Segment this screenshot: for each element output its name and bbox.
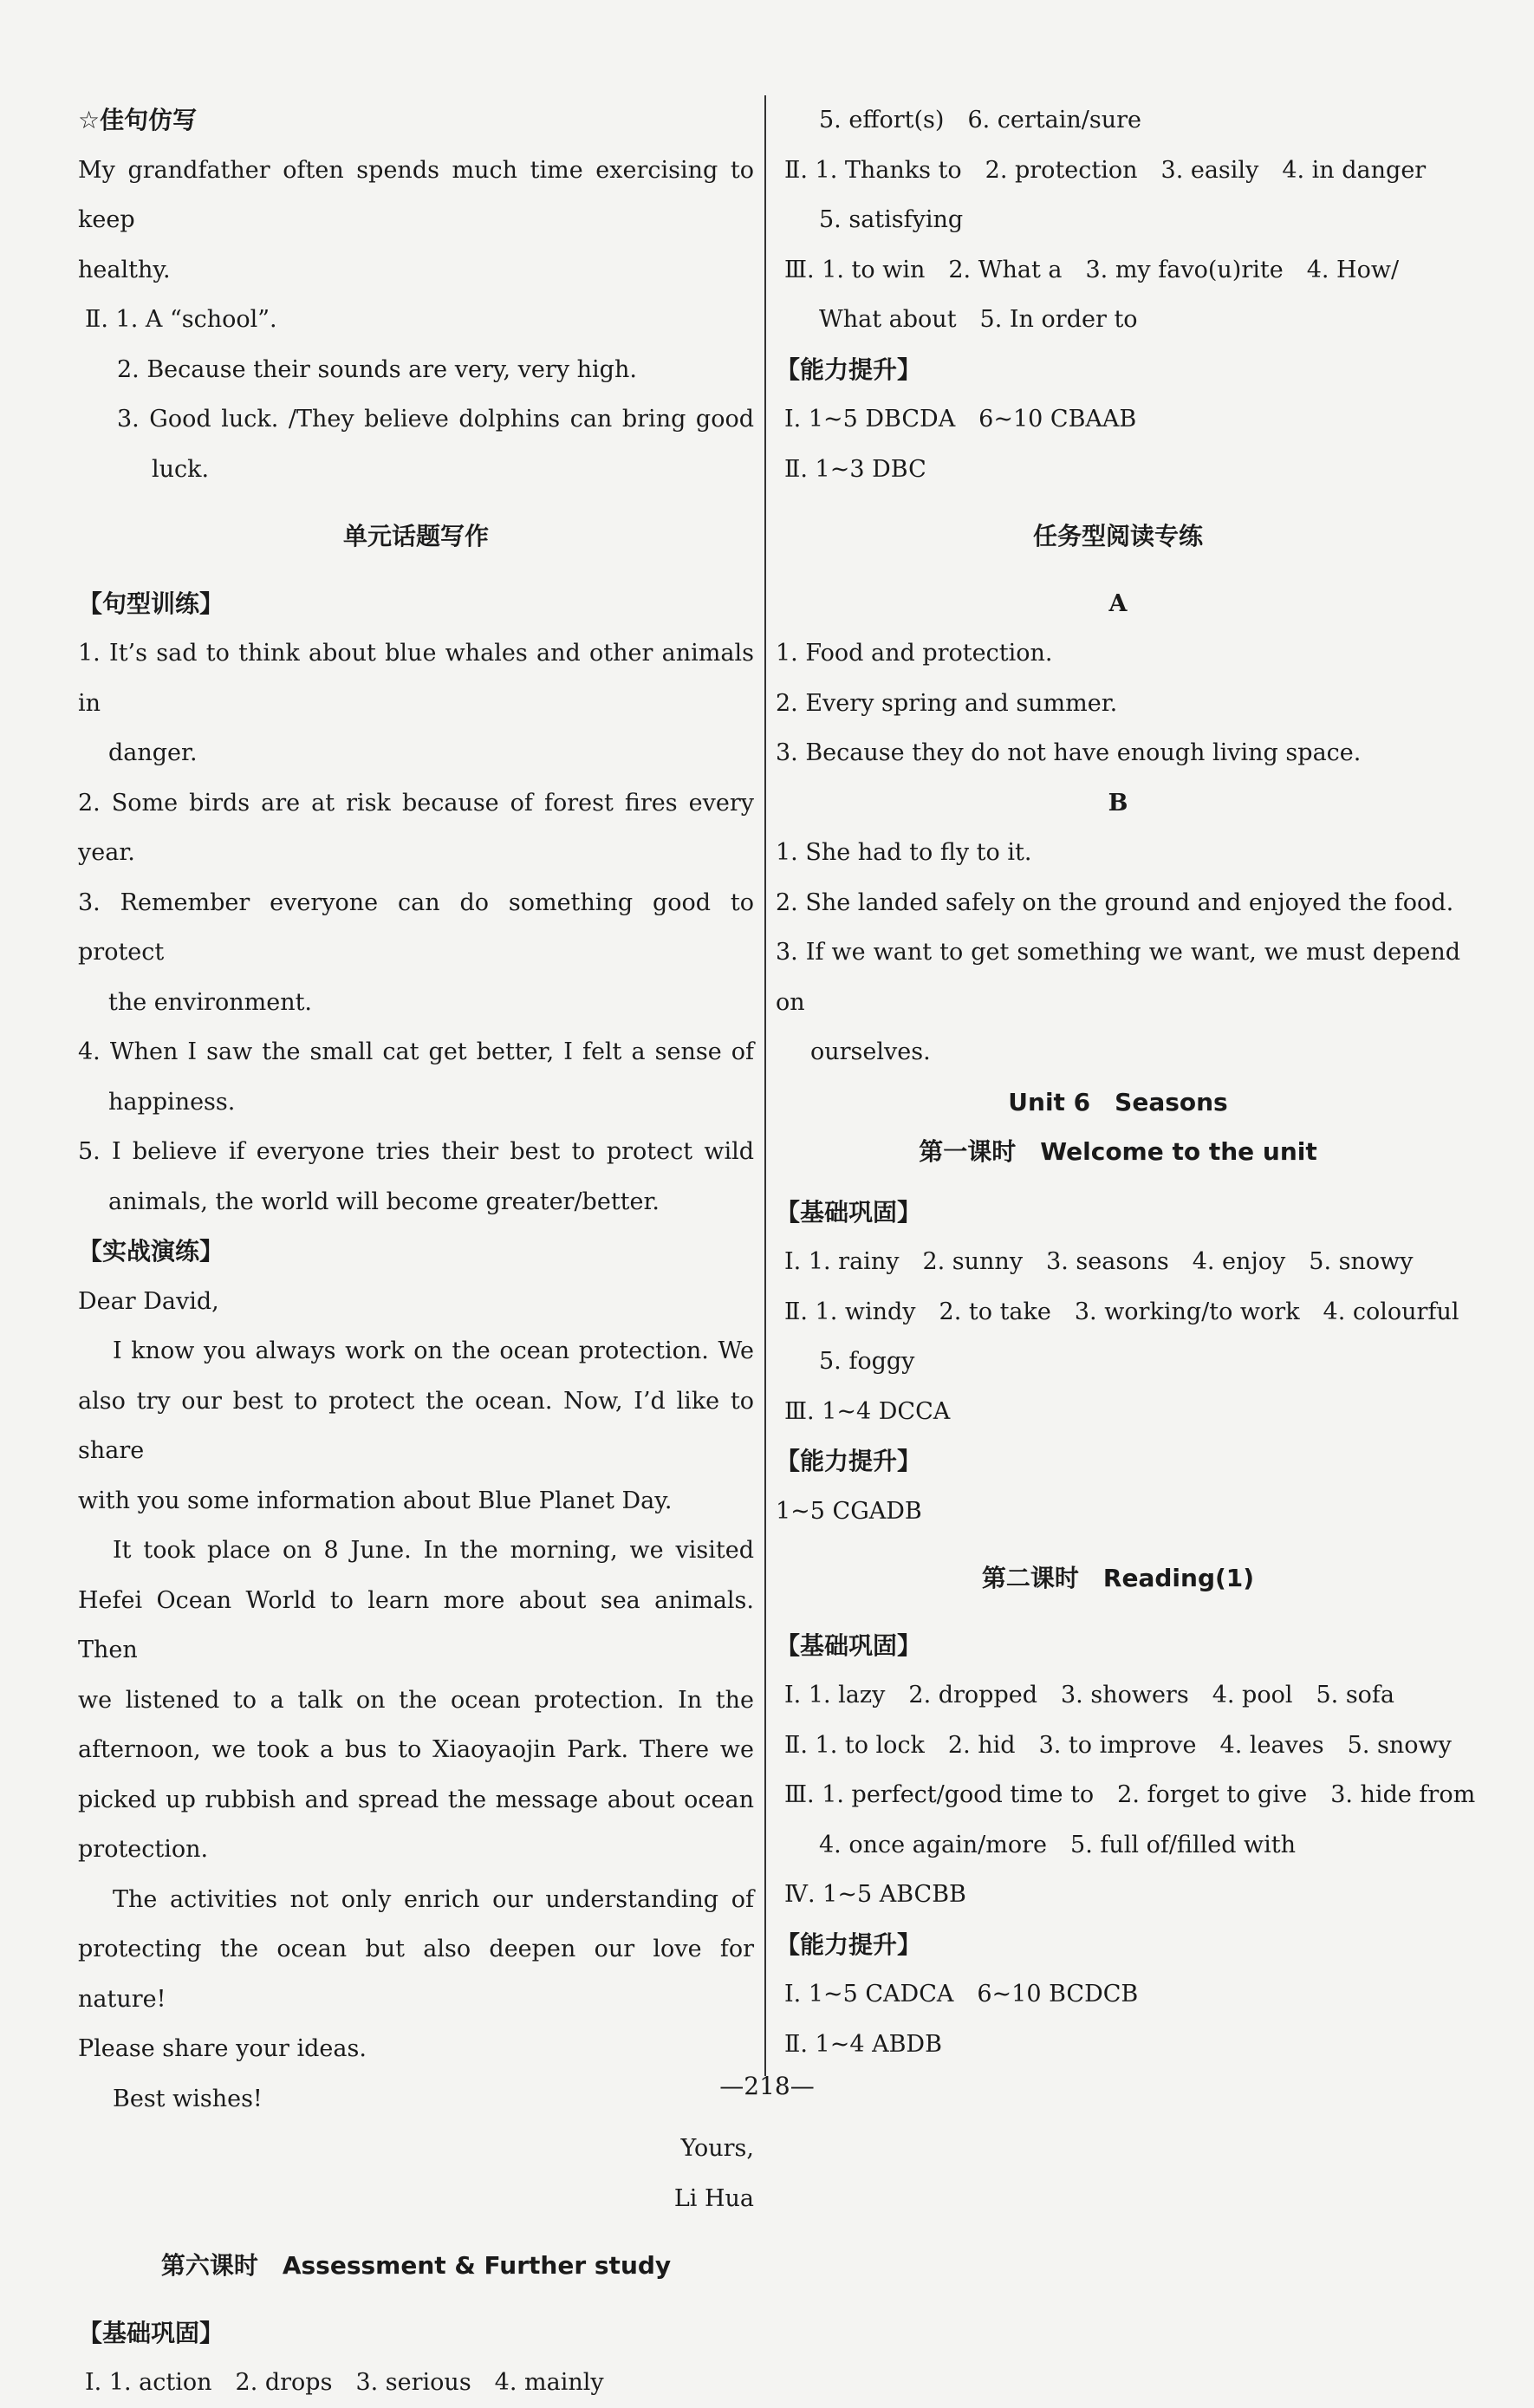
text-line: 4. once again/more 5. full of/filled with bbox=[819, 1831, 1297, 1858]
text-line: 5. foggy bbox=[819, 1348, 915, 1375]
letter-signature: Li Hua bbox=[673, 2184, 754, 2212]
text-line: Ⅲ. 1. to win 2. What a 3. my favo(u)rite 4. How/ bbox=[784, 256, 1400, 283]
text-line: afternoon, we took a bus to Xiaoyaojin Park. There we bbox=[78, 1736, 754, 1763]
text-line: I know you always work on the ocean protection. We bbox=[113, 1337, 754, 1364]
text-line: 2. Some birds are at risk because of forest fires every year. bbox=[78, 789, 754, 866]
text-line: Ⅱ. 1. Thanks to 2. protection 3. easily 4. in danger bbox=[784, 156, 1427, 184]
subsection-letter: B bbox=[1108, 789, 1128, 817]
text-line: 4. When I saw the small cat get better, I felt a sense of bbox=[78, 1038, 754, 1065]
text-line: 2. Every spring and summer. bbox=[776, 689, 1118, 717]
text-line: 3. Because they do not have enough living space. bbox=[776, 739, 1362, 766]
text-line: happiness. bbox=[108, 1088, 236, 1116]
section-label: 【基础巩固】 bbox=[776, 1630, 922, 1660]
text-line: Please share your ideas. bbox=[78, 2035, 367, 2062]
text-line: 1. Food and protection. bbox=[776, 640, 1053, 667]
section-label: 【实战演练】 bbox=[78, 1237, 224, 1266]
text-line: with you some information about Blue Planet Day. bbox=[78, 1487, 673, 1514]
text-line: Ⅰ. 1. rainy 2. sunny 3. seasons 4. enjoy 5. snowy bbox=[784, 1248, 1414, 1275]
section-title: 单元话题写作 bbox=[342, 522, 489, 550]
subsection-letter: A bbox=[1108, 589, 1128, 617]
text-line: protection. bbox=[78, 1836, 209, 1863]
text-line: ourselves. bbox=[810, 1038, 931, 1065]
text-line: 2. Because their sounds are very, very high. bbox=[117, 355, 637, 383]
text-line: 3. If we want to get something we want, we must depend on bbox=[776, 939, 1460, 1016]
text-line: Hefei Ocean World to learn more about sea animals. Then bbox=[78, 1586, 754, 1663]
lesson-title: 第二课时 Reading(1) bbox=[981, 1564, 1255, 1592]
section-label: 【能力提升】 bbox=[776, 1447, 922, 1475]
text-line: 1. She had to fly to it. bbox=[776, 839, 1032, 866]
text-line: My grandfather often spends much time exercising to keep bbox=[78, 156, 754, 233]
imitation-heading: ☆佳句仿写 bbox=[78, 106, 198, 134]
letter-greeting: Dear David, bbox=[78, 1287, 219, 1315]
text-line: Ⅰ. 1~5 DBCDA 6~10 CBAAB bbox=[784, 406, 1137, 433]
text-line: 3. Remember everyone can do something good to protect bbox=[78, 888, 754, 966]
right-column bbox=[776, 95, 1476, 2069]
section-title: 任务型阅读专练 bbox=[1032, 522, 1203, 550]
section-title: 第六课时 Assessment & Further study bbox=[160, 2251, 672, 2280]
text-line: Ⅱ. 1. to lock 2. hid 3. to improve 4. leaves 5. snowy bbox=[784, 1731, 1452, 1759]
text-line: Ⅱ. 1~3 DBC bbox=[784, 455, 926, 483]
lesson-title: 第一课时 Welcome to the unit bbox=[919, 1137, 1317, 1166]
section-label: 【句型训练】 bbox=[78, 589, 224, 618]
text-line: Ⅱ. 1. A “school”. bbox=[85, 306, 277, 333]
text-line: Ⅱ. 1~4 ABDB bbox=[784, 2030, 942, 2058]
text-line: Ⅰ. 1. action 2. drops 3. serious 4. mainly bbox=[85, 2369, 604, 2396]
text-line: the environment. bbox=[108, 988, 313, 1016]
text-line: 2. She landed safely on the ground and enjoyed the food. bbox=[776, 888, 1454, 916]
text-line: What about 5. In order to bbox=[819, 306, 1138, 333]
text-line: protecting the ocean but also deepen our love for nature! bbox=[78, 1936, 754, 2013]
text-line: 1~5 CGADB bbox=[776, 1497, 922, 1525]
text-line: picked up rubbish and spread the message about ocean bbox=[78, 1786, 754, 1813]
text-line: 5. I believe if everyone tries their best to protect wild bbox=[78, 1138, 754, 1165]
text-line: we listened to a talk on the ocean protection. In the bbox=[78, 1686, 754, 1714]
text-line: 1. It’s sad to think about blue whales and other animals in bbox=[78, 640, 754, 717]
column-divider bbox=[764, 95, 766, 2076]
text-line: 5. effort(s) 6. certain/sure bbox=[819, 107, 1141, 133]
section-label: 【基础巩固】 bbox=[776, 1197, 922, 1227]
section-label: 【能力提升】 bbox=[776, 1930, 922, 1959]
text-line: luck. bbox=[152, 455, 210, 483]
text-line: The activities not only enrich our understanding of bbox=[113, 1885, 754, 1913]
text-line: Ⅱ. 1. windy 2. to take 3. working/to work 4. colourful bbox=[784, 1298, 1459, 1325]
text-line: It took place on 8 June. In the morning, we visited bbox=[113, 1537, 754, 1564]
text-line: Ⅲ. 1~4 DCCA bbox=[784, 1397, 951, 1425]
text-line: danger. bbox=[108, 739, 198, 766]
unit-title: Unit 6 Seasons bbox=[1008, 1087, 1228, 1116]
text-line: Ⅰ. 1~5 CADCA 6~10 BCDCB bbox=[784, 1981, 1139, 2008]
letter-closing: Best wishes! bbox=[113, 2085, 263, 2112]
section-label: 【能力提升】 bbox=[776, 355, 922, 384]
text-line: healthy. bbox=[78, 256, 171, 283]
text-line: Ⅰ. 1. lazy 2. dropped 3. showers 4. pool 5. sofa bbox=[784, 1682, 1395, 1708]
letter-yours: Yours, bbox=[680, 2135, 754, 2162]
section-label: 【基础巩固】 bbox=[78, 2318, 224, 2347]
text-line: Ⅲ. 1. perfect/good time to 2. forget to give 3. hide from bbox=[784, 1781, 1476, 1808]
text-line: 5. satisfying bbox=[819, 206, 964, 233]
text-line: Ⅳ. 1~5 ABCBB bbox=[784, 1881, 966, 1908]
page-number: —218— bbox=[719, 2072, 815, 2100]
left-column bbox=[78, 95, 754, 2408]
text-line: also try our best to protect the ocean. Now, I’d like to share bbox=[78, 1387, 754, 1464]
text-line: 3. Good luck. /They believe dolphins can bring good bbox=[117, 406, 754, 433]
text-line: animals, the world will become greater/better. bbox=[108, 1188, 660, 1215]
